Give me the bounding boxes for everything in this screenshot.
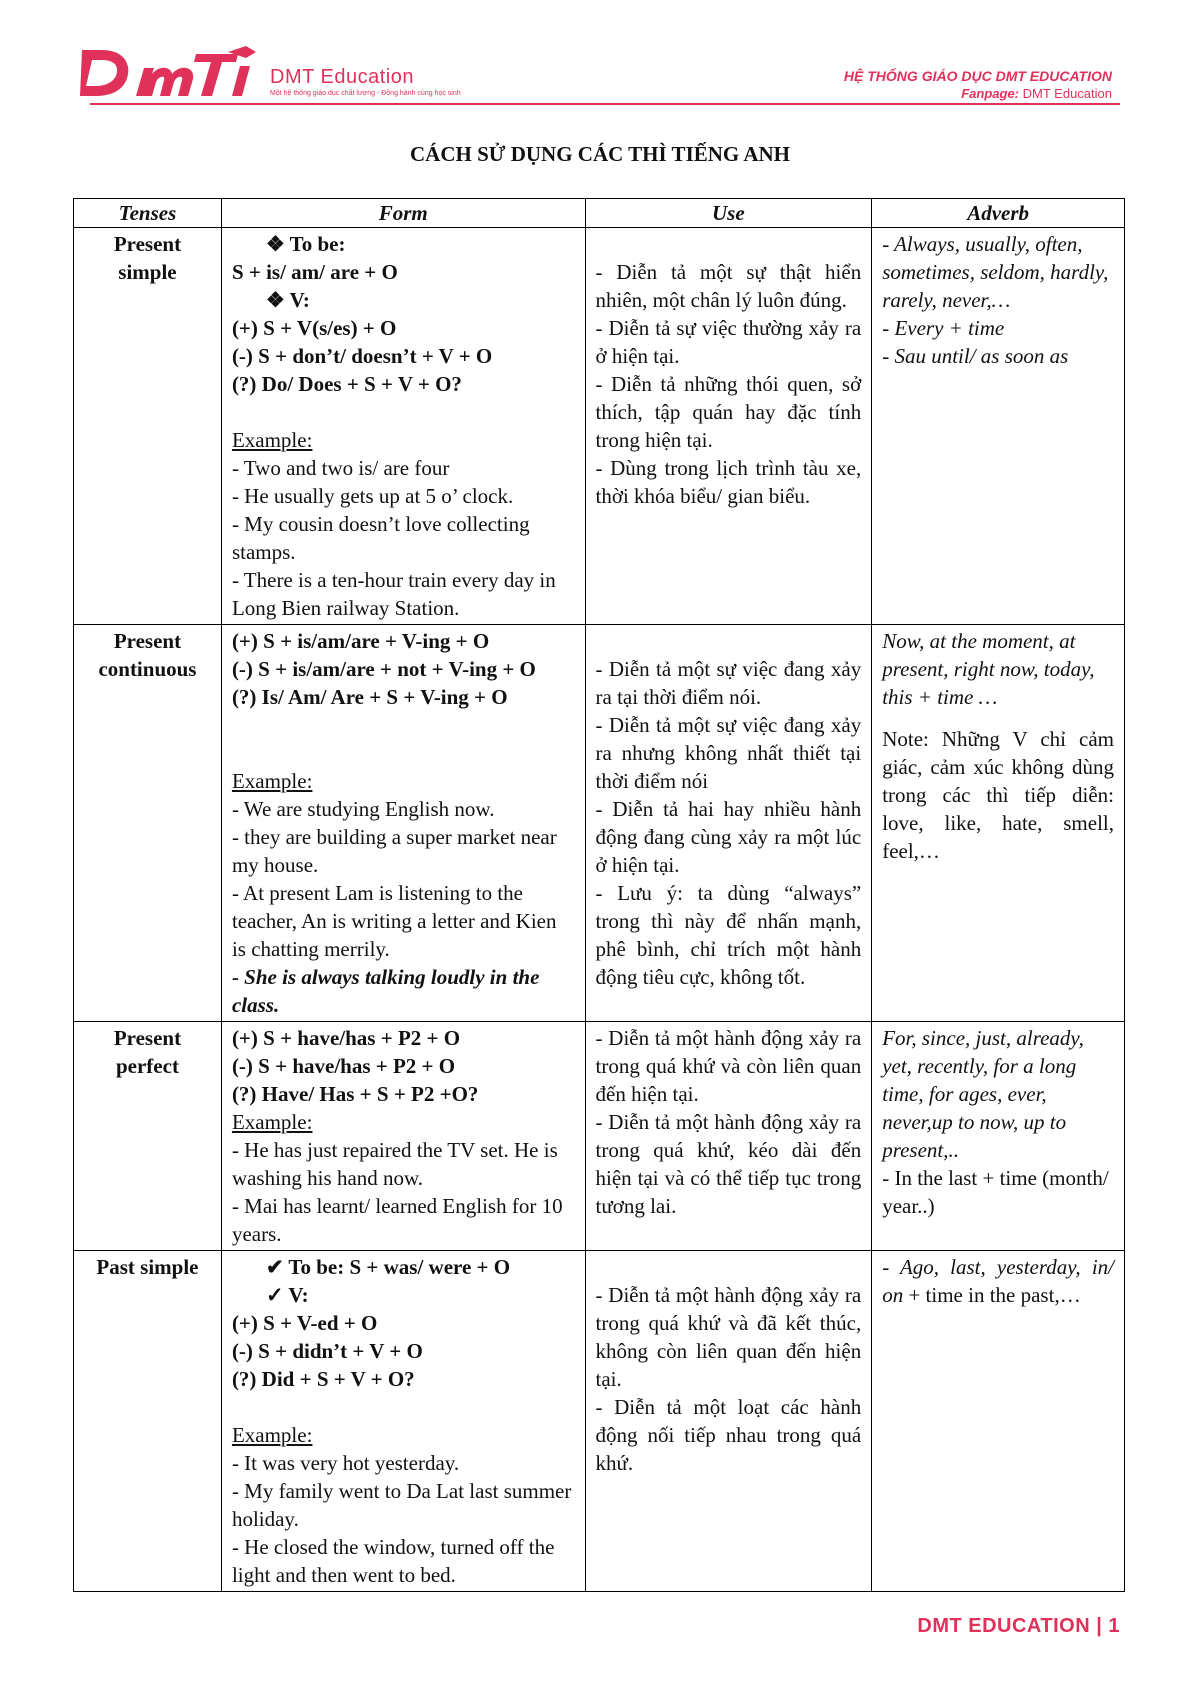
use-item: - Diễn tả sự việc thường xảy ra ở hiện tại.	[595, 316, 862, 368]
dmt-logo-icon	[78, 44, 258, 102]
example: - Two and two is/ are four	[231, 456, 450, 480]
use-item: - Diễn tả một loạt các hành động nối tiếp nhau trong quá khứ.	[595, 1395, 862, 1475]
example: - My cousin doesn’t love collecting stamps.	[231, 512, 530, 564]
example: - We are studying English now.	[231, 797, 495, 821]
example: - My family went to Da Lat last summer holiday.	[231, 1479, 572, 1531]
formula: (?) Do/ Does + S + V + O?	[231, 372, 462, 396]
header-info	[844, 68, 1112, 101]
use-item: - Diễn tả một sự việc đang xảy ra tại thời điểm nói.	[595, 657, 862, 709]
adverb-item: - Sau until/ as soon as	[882, 344, 1069, 368]
tense-name: Past simple	[96, 1255, 199, 1279]
formula: (+) S + V-ed + O	[231, 1311, 378, 1335]
use-item: - Diễn tả những thói quen, sở thích, tập quán hay đặc tính trong hiện tại.	[595, 372, 862, 452]
formula: (+) S + have/has + P2 + O	[231, 1026, 461, 1050]
example-label: Example:	[231, 428, 313, 452]
example-emphasis: - She is always talking loudly in the class.	[231, 965, 540, 1017]
header-divider	[90, 103, 1120, 105]
fanpage-line	[844, 86, 1112, 101]
verb-label: ❖ V:	[265, 288, 310, 312]
use-item: - Diễn tả một sự thật hiển nhiên, một chân lý luôn đúng.	[595, 260, 862, 312]
brand-tagline: Một hệ thống giáo dục chất lượng - Đồng hành cùng học sinh	[270, 90, 461, 97]
adverb-cell	[872, 1251, 1125, 1592]
form-cell	[221, 625, 585, 1022]
table-row	[74, 228, 1125, 625]
example-label: Example:	[231, 769, 313, 793]
formula: (-) S + didn’t + V + O	[231, 1339, 423, 1363]
table-row	[74, 1251, 1125, 1592]
adverb-item: - Every + time	[882, 316, 1005, 340]
form-cell	[221, 1251, 585, 1592]
formula: (?) Did + S + V + O?	[231, 1367, 415, 1391]
use-cell	[585, 228, 872, 625]
verb-label: ✓ V:	[265, 1283, 309, 1307]
fanpage-value: DMT Education	[1022, 86, 1112, 101]
tense-name: Present	[113, 629, 182, 653]
use-item: - Diễn tả một hành động xảy ra trong quá khứ và còn liên quan đến hiện tại.	[595, 1026, 862, 1106]
form-cell	[221, 1022, 585, 1251]
example-label: Example:	[231, 1110, 313, 1134]
table-header-row	[74, 199, 1125, 228]
adverb-item: For, since, just, already, yet, recently, for a long time, for ages, ever, never,up to now, up to present,..	[882, 1026, 1084, 1162]
tenses-table	[73, 198, 1125, 1592]
use-cell	[585, 1022, 872, 1251]
formula: (-) S + have/has + P2 + O	[231, 1054, 456, 1078]
adverb-cell	[872, 625, 1125, 1022]
page-header	[70, 44, 1130, 106]
header-form: Form	[221, 199, 585, 228]
use-item: - Diễn tả một sự việc đang xảy ra nhưng không nhất thiết tại thời điểm nói	[595, 713, 862, 793]
use-item: - Lưu ý: ta dùng “always” trong thì này để nhấn mạnh, phê bình, chỉ trích một hành động tiêu cực, không tốt.	[595, 881, 862, 989]
page-title: CÁCH SỬ DỤNG CÁC THÌ TIẾNG ANH	[410, 142, 790, 166]
use-item: - Diễn tả hai hay nhiều hành động đang cùng xảy ra một lúc ở hiện tại.	[595, 797, 862, 877]
header-adverb: Adverb	[872, 199, 1125, 228]
example: - He closed the window, turned off the light and then went to bed.	[231, 1535, 555, 1587]
adverb-item: + time in the past,…	[903, 1283, 1081, 1307]
header-tenses: Tenses	[74, 199, 222, 228]
adverb-item: Now, at the moment, at present, right now, today, this + time …	[882, 629, 1095, 709]
example: - they are building a super market near my house.	[231, 825, 557, 877]
system-name: HỆ THỐNG GIÁO DỤC DMT EDUCATION	[843, 68, 1112, 84]
tense-cell	[74, 228, 222, 625]
tense-name: perfect	[115, 1054, 179, 1078]
adverb-item: - Ago, last, yesterday, in/ on	[882, 1255, 1114, 1307]
adverb-cell	[872, 228, 1125, 625]
tobe-label: ❖ To be:	[265, 232, 346, 256]
tense-name: Present	[113, 232, 182, 256]
formula: (-) S + is/am/are + not + V-ing + O	[231, 657, 536, 681]
example: - Mai has learnt/ learned English for 10 years.	[231, 1194, 563, 1246]
use-item: - Diễn tả một hành động xảy ra trong quá khứ và đã kết thúc, không còn liên quan đến hiện tại.	[595, 1283, 862, 1391]
formula: (-) S + don’t/ doesn’t + V + O	[231, 344, 493, 368]
example: - He has just repaired the TV set. He is washing his hand now.	[231, 1138, 558, 1190]
header-use: Use	[585, 199, 872, 228]
tense-name: continuous	[98, 657, 197, 681]
tense-name: simple	[118, 260, 177, 284]
formula: (+) S + V(s/es) + O	[231, 316, 397, 340]
formula: S + is/ am/ are + O	[231, 260, 398, 284]
example: - It was very hot yesterday.	[231, 1451, 460, 1475]
adverb-item: - In the last + time (month/ year..)	[882, 1166, 1109, 1218]
use-cell	[585, 1251, 872, 1592]
adverb-item: - Always, usually, often, sometimes, seldom, hardly, rarely, never,…	[882, 232, 1109, 312]
example: - At present Lam is listening to the teacher, An is writing a letter and Kien is chatting merrily.	[231, 881, 557, 961]
tense-cell	[74, 625, 222, 1022]
formula: (+) S + is/am/are + V-ing + O	[231, 629, 490, 653]
tense-cell	[74, 1251, 222, 1592]
use-cell	[585, 625, 872, 1022]
form-cell	[221, 228, 585, 625]
use-item: - Diễn tả một hành động xảy ra trong quá khứ, kéo dài đến hiện tại và có thể tiếp tục trong tương lai.	[595, 1110, 862, 1218]
brand-name: DMT Education	[270, 66, 414, 88]
table-row	[74, 1022, 1125, 1251]
table-row	[74, 625, 1125, 1022]
use-item: - Dùng trong lịch trình tàu xe, thời khóa biểu/ gian biểu.	[595, 456, 862, 508]
adverb-note: Note: Những V chỉ cảm giác, cảm xúc không dùng trong các thì tiếp diễn: love, like, hate, smell, feel,…	[882, 727, 1114, 863]
example: - There is a ten-hour train every day in Long Bien railway Station.	[231, 568, 556, 620]
formula: (?) Have/ Has + S + P2 +O?	[231, 1082, 479, 1106]
example-label: Example:	[231, 1423, 313, 1447]
fanpage-label: Fanpage:	[961, 86, 1020, 101]
formula: (?) Is/ Am/ Are + S + V-ing + O	[231, 685, 508, 709]
tense-name: Present	[113, 1026, 182, 1050]
tobe-label: ✔ To be: S + was/ were + O	[265, 1255, 511, 1279]
tense-cell	[74, 1022, 222, 1251]
page-footer: DMT EDUCATION | 1	[917, 1615, 1120, 1637]
adverb-cell	[872, 1022, 1125, 1251]
example: - He usually gets up at 5 o’ clock.	[231, 484, 514, 508]
